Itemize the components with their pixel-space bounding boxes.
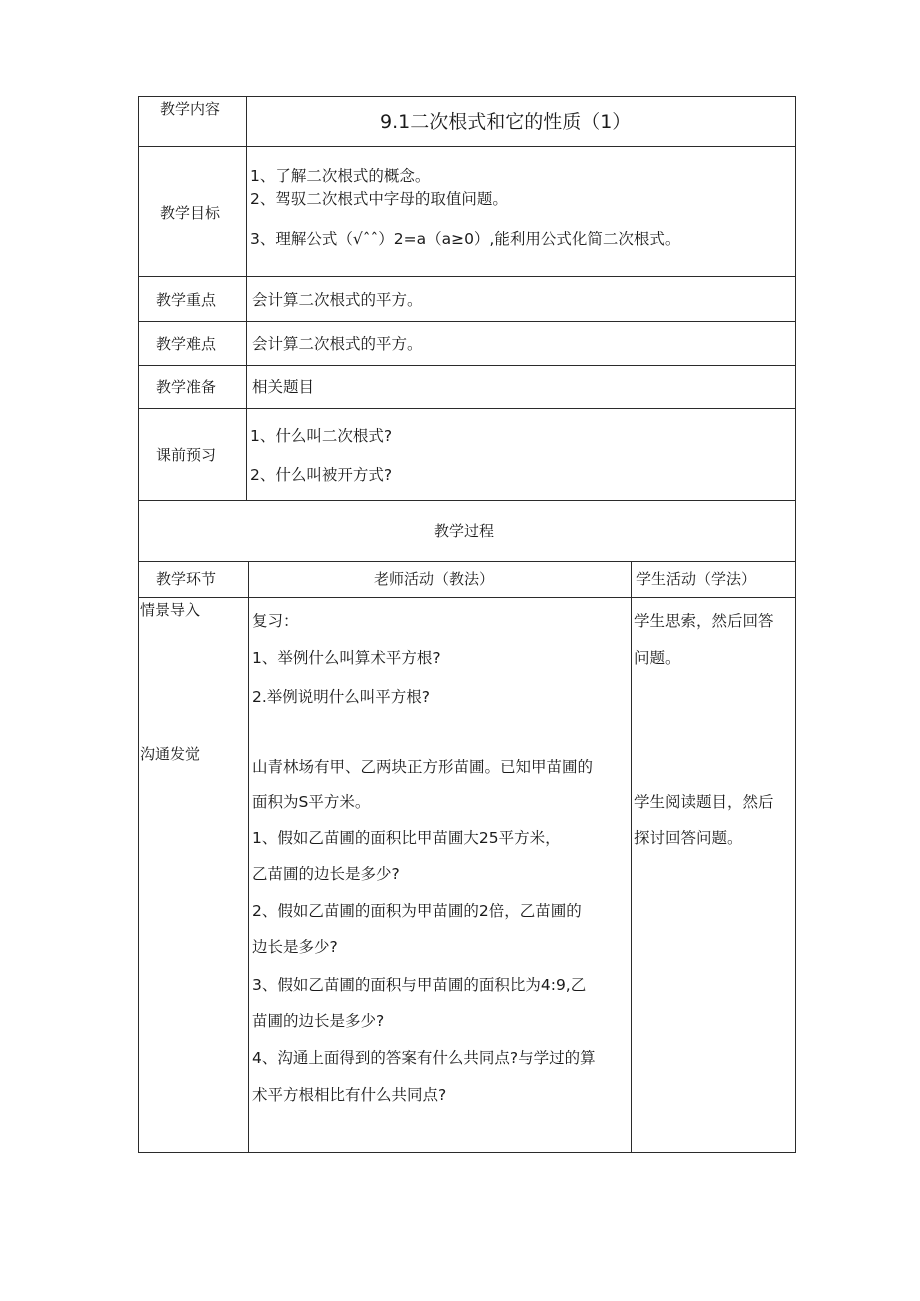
stage-label: 情景导入 (140, 601, 201, 619)
preview-label: 课前预习 (156, 446, 217, 464)
student-header: 学生活动（学法） (636, 570, 757, 588)
table-rule (138, 1152, 796, 1153)
teacher-line: 术平方根相比有什么共同点? (252, 1086, 447, 1104)
preparation-label: 教学准备 (156, 378, 217, 396)
table-rule (248, 561, 249, 1153)
stage-header: 教学环节 (156, 570, 217, 588)
teacher-line: 复习： (252, 612, 299, 630)
table-rule (138, 276, 796, 277)
process-heading: 教学过程 (434, 522, 495, 540)
goals-label: 教学目标 (160, 204, 221, 222)
student-line: 问题。 (634, 649, 681, 667)
key-points-label: 教学重点 (156, 291, 217, 309)
preview-item: 1、什么叫二次根式? (250, 427, 393, 445)
teacher-line: 面积为S平方米。 (252, 793, 371, 811)
table-rule (138, 321, 796, 322)
difficulties-label: 教学难点 (156, 335, 217, 353)
table-rule (138, 500, 796, 501)
table-rule (138, 597, 796, 598)
table-rule (138, 561, 796, 562)
teacher-line: 1、举例什么叫算术平方根? (252, 649, 441, 667)
goal-item: 3、理解公式（√ˆˆ）2=a（a≥0）,能利用公式化简二次根式。 (250, 230, 681, 248)
lesson-title: 9.1二次根式和它的性质（1） (380, 111, 632, 133)
teacher-line: 3、假如乙苗圃的面积与甲苗圃的面积比为4:9,乙 (252, 976, 587, 994)
difficulties-value: 会计算二次根式的平方。 (252, 335, 423, 353)
teacher-line: 苗圃的边长是多少? (252, 1012, 385, 1030)
table-rule (138, 96, 139, 1153)
goal-item: 1、了解二次根式的概念。 (250, 167, 431, 185)
table-rule (138, 96, 796, 97)
key-points-value: 会计算二次根式的平方。 (252, 291, 423, 309)
content-label: 教学内容 (160, 100, 221, 118)
student-line: 学生思索，然后回答 (634, 612, 774, 630)
teacher-header: 老师活动（教法） (374, 570, 495, 588)
table-rule (631, 561, 632, 1153)
stage-label: 沟通发觉 (140, 745, 201, 763)
table-rule (138, 408, 796, 409)
teacher-line: 2、假如乙苗圃的面积为甲苗圃的2倍，乙苗圃的 (252, 902, 582, 920)
table-rule (138, 365, 796, 366)
student-line: 学生阅读题目，然后 (634, 793, 774, 811)
teacher-line: 1、假如乙苗圃的面积比甲苗圃大25平方米， (252, 829, 561, 847)
teacher-line: 边长是多少? (252, 938, 338, 956)
teacher-line: 2.举例说明什么叫平方根? (252, 688, 431, 706)
preparation-value: 相关题目 (252, 378, 315, 396)
table-rule (246, 96, 247, 501)
table-rule (138, 146, 796, 147)
table-rule (795, 96, 796, 1153)
teacher-line: 4、沟通上面得到的答案有什么共同点?与学过的算 (252, 1049, 596, 1067)
teacher-line: 乙苗圃的边长是多少? (252, 865, 400, 883)
preview-item: 2、什么叫被开方式? (250, 466, 393, 484)
student-line: 探讨回答问题。 (634, 829, 743, 847)
teacher-line: 山青林场有甲、乙两块正方形苗圃。已知甲苗圃的 (252, 758, 594, 776)
goal-item: 2、驾驭二次根式中字母的取值问题。 (250, 190, 508, 208)
